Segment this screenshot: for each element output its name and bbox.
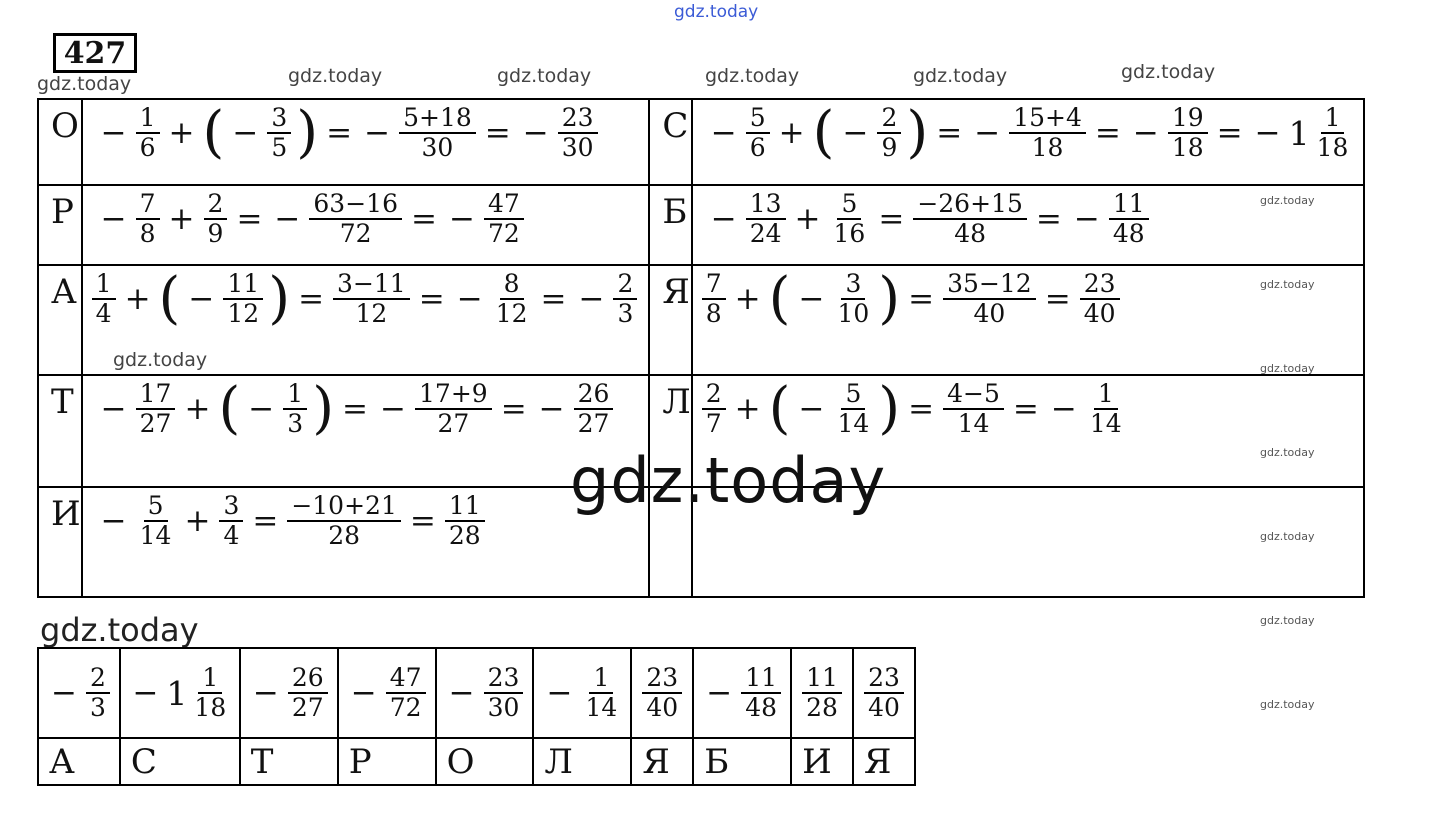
watermark: gdz.today [705, 65, 800, 87]
fraction: $\frac{3-11}{12}$ [333, 270, 410, 328]
fraction: $\frac{2}{3}$ [613, 270, 637, 328]
expression-o: − $\frac{1}{6}$ + ( − $\frac{3}{5}$ ) = − $\frac{5+18}{30}$ = − $\frac{23}{30}$ [82, 99, 650, 185]
answer-letter: Р [338, 738, 436, 785]
row-letter: Б [649, 185, 691, 265]
row-letter: О [38, 99, 82, 185]
watermark: gdz.today [913, 65, 1008, 87]
answer-cell: − $\frac{11}{48}$ [693, 648, 791, 738]
row-letter: И [38, 487, 82, 597]
exercise-table [37, 98, 1365, 598]
answer-cell: − $\frac{2}{3}$ [38, 648, 120, 738]
watermark: gdz.today [1260, 698, 1315, 711]
watermark: gdz.today [288, 65, 383, 87]
expression-r: − $\frac{7}{8}$ + $\frac{2}{9}$ = − $\frac{63-16}{72}$ = − $\frac{47}{72}$ [82, 185, 650, 265]
fraction: $\frac{7}{8}$ [136, 190, 160, 248]
expression-b: − $\frac{13}{24}$ + $\frac{5}{16}$ = $\frac{-26+15}{48}$ = − $\frac{11}{48}$ [692, 185, 1365, 265]
fraction: $\frac{23}{30}$ [558, 104, 598, 162]
row-letter: А [38, 265, 82, 375]
fraction: $\frac{17+9}{27}$ [415, 380, 492, 438]
fraction: $\frac{5+18}{30}$ [399, 104, 476, 162]
answer-cell: 11 28 [791, 648, 853, 738]
watermark: gdz.today [1260, 278, 1315, 291]
fraction: $\frac{5}{6}$ [746, 104, 770, 162]
fraction: 2 7 [702, 380, 726, 438]
fraction: $\frac{-26+15}{48}$ [913, 190, 1027, 248]
answer-values-row [38, 648, 915, 738]
fraction: $\frac{11}{28}$ [445, 492, 485, 550]
fraction: $\frac{5}{14}$ [139, 491, 172, 550]
answer-cell: − $\frac{1}{14}$ [533, 648, 631, 738]
expression-ya: 7 8 + ( − $\frac{3}{10}$ ) = $\frac{35-12}{40}$ = $\frac{23}{40}$ [692, 265, 1365, 375]
answer-letter: О [436, 738, 534, 785]
fraction: $\frac{1}{14}$ [1089, 379, 1122, 438]
watermark: gdz.today [1260, 530, 1315, 543]
fraction: $\frac{1}{6}$ [136, 104, 160, 162]
fraction: $\frac{2}{9}$ [877, 104, 901, 162]
row-letter: Р [38, 185, 82, 265]
fraction: 1 4 [92, 270, 116, 328]
answer-letter: Т [240, 738, 338, 785]
watermark: gdz.today [37, 73, 132, 95]
fraction: $\frac{26}{27}$ [574, 380, 614, 438]
row-letter: Т [38, 375, 82, 487]
answer-letter: Я [853, 738, 915, 785]
fraction: 7 8 [702, 270, 726, 328]
fraction: $\frac{19}{18}$ [1168, 104, 1208, 162]
fraction: $\frac{17}{27}$ [136, 380, 176, 438]
fraction: $\frac{15+4}{18}$ [1009, 104, 1086, 162]
row-letter: Л [649, 375, 691, 487]
expression-t: − $\frac{17}{27}$ + ( − $\frac{1}{3}$ ) = − $\frac{17+9}{27}$ = − $\frac{26}{27}$ [82, 375, 650, 487]
watermark-top: gdz.today [674, 2, 759, 22]
fraction: $\frac{3}{5}$ [267, 104, 291, 162]
answer-letters-row [38, 738, 915, 785]
watermark: gdz.today [113, 349, 208, 371]
row-letter: Я [649, 265, 691, 375]
fraction: $\frac{3}{4}$ [219, 492, 243, 550]
answer-cell: 23 40 [853, 648, 915, 738]
fraction: $\frac{11}{48}$ [1109, 190, 1149, 248]
table-row [38, 185, 1364, 265]
answer-letter: И [791, 738, 853, 785]
watermark: gdz.today [40, 611, 199, 649]
answer-letter: Л [533, 738, 631, 785]
watermark: gdz.today [1260, 446, 1315, 459]
fraction: $\frac{8}{12}$ [495, 269, 528, 328]
fraction: $\frac{13}{24}$ [746, 190, 786, 248]
fraction: $\frac{-10+21}{28}$ [287, 492, 401, 550]
fraction: $\frac{47}{72}$ [484, 190, 524, 248]
fraction: $\frac{23}{40}$ [1080, 270, 1120, 328]
watermark: gdz.today [1260, 194, 1315, 207]
answer-letter: А [38, 738, 120, 785]
table-row [38, 99, 1364, 185]
watermark: gdz.today [1260, 614, 1315, 627]
fraction: $\frac{11}{12}$ [223, 270, 263, 328]
fraction: 1 18 [1316, 103, 1349, 162]
fraction: $\frac{5}{14}$ [837, 379, 870, 438]
answer-cell: − 1 1 18 [120, 648, 240, 738]
answer-cell: 23 40 [631, 648, 693, 738]
expression-l: 2 7 + ( − $\frac{5}{14}$ ) = $\frac{4-5}{14}$ = − $\frac{1}{14}$ [692, 375, 1365, 487]
table-row [38, 265, 1364, 375]
watermark-large: gdz.today [570, 444, 887, 517]
fraction: $\frac{5}{16}$ [833, 189, 866, 248]
answer-letter: Я [631, 738, 693, 785]
expression-s: − $\frac{5}{6}$ + ( − $\frac{2}{9}$ ) = − $\frac{15+4}{18}$ = − $\frac{19}{18}$ = − 1 1 18 [692, 99, 1365, 185]
expression-i: − $\frac{5}{14}$ + $\frac{3}{4}$ = $\frac{-10+21}{28}$ = $\frac{11}{28}$ [82, 487, 650, 597]
expression-a: 1 4 + ( − $\frac{11}{12}$ ) = $\frac{3-11}{12}$ = − $\frac{8}{12}$ = − $\frac{2}{3}$ [82, 265, 650, 375]
watermark: gdz.today [1260, 362, 1315, 375]
fraction: $\frac{3}{10}$ [837, 269, 870, 328]
answer-table [37, 647, 916, 786]
row-letter: С [649, 99, 691, 185]
watermark: gdz.today [1121, 61, 1216, 83]
answer-cell: − $\frac{26}{27}$ [240, 648, 338, 738]
watermark: gdz.today [497, 65, 592, 87]
fraction: $\frac{35-12}{40}$ [943, 270, 1036, 328]
answer-cell: − $\frac{47}{72}$ [338, 648, 436, 738]
answer-letter: Б [693, 738, 791, 785]
answer-cell: − $\frac{23}{30}$ [436, 648, 534, 738]
fraction: $\frac{2}{9}$ [204, 190, 228, 248]
answer-letter: С [120, 738, 240, 785]
fraction: $\frac{1}{3}$ [283, 380, 307, 438]
fraction: $\frac{63-16}{72}$ [309, 190, 402, 248]
fraction: $\frac{4-5}{14}$ [943, 380, 1004, 438]
exercise-number: 427 [53, 33, 137, 73]
